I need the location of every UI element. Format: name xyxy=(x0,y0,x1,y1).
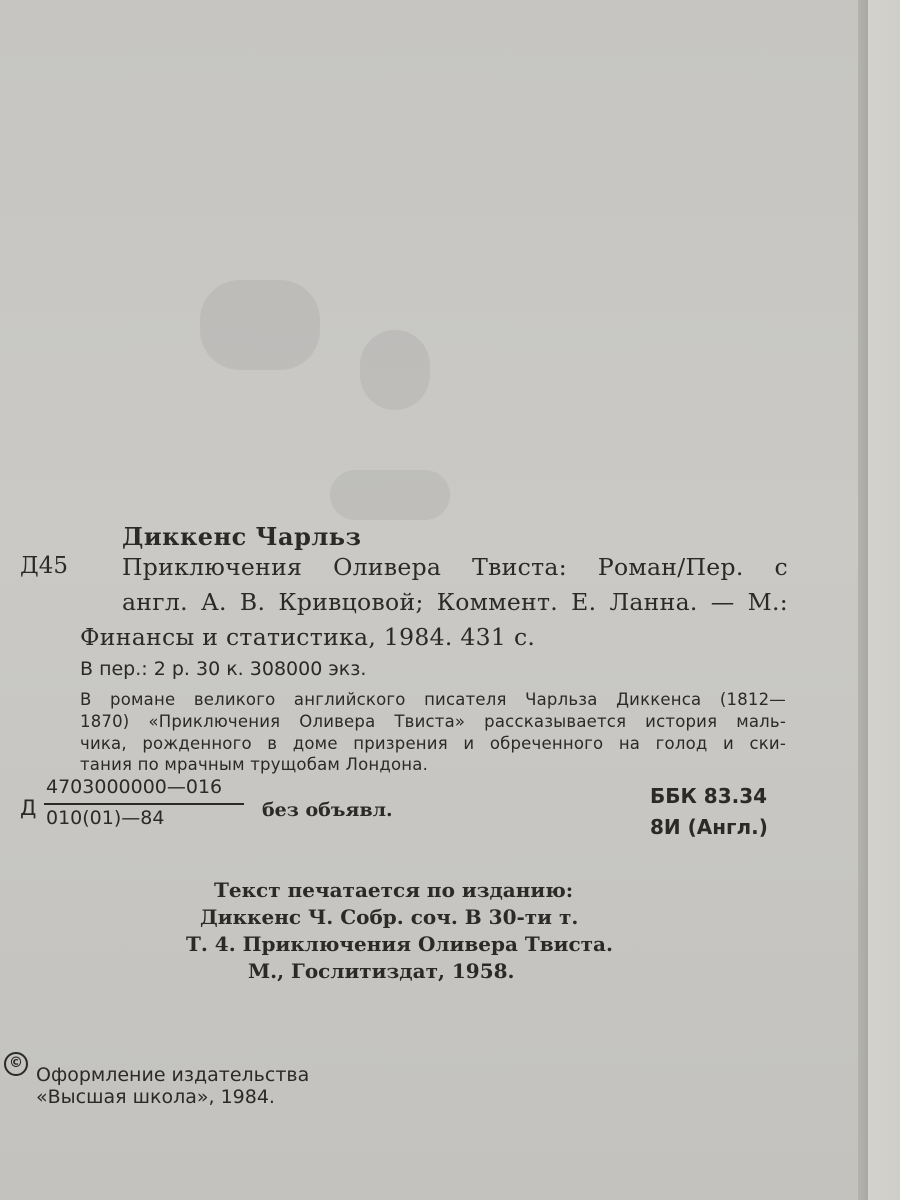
source-line: Т. 4. Приключения Оливера Твиста. xyxy=(186,932,613,956)
source-line: Диккенс Ч. Собр. соч. В 30-ти т. xyxy=(200,905,579,929)
source-line: М., Гослитиздат, 1958. xyxy=(248,959,515,983)
copyright-line: «Высшая школа», 1984. xyxy=(36,1086,275,1108)
translator-line: англ. А. В. Кривцовой; Коммент. Е. Ланна. — М.: xyxy=(122,588,788,616)
copyright-icon: © xyxy=(4,1052,28,1076)
author-name: Диккенс Чарльз xyxy=(122,522,362,551)
annotation-line: 1870) «Приключения Оливера Твиста» рассказывается история маль- xyxy=(80,712,786,731)
show-through-shape xyxy=(360,330,430,410)
index-denominator: 010(01)—84 xyxy=(46,807,165,829)
show-through-shape xyxy=(200,280,320,370)
bbk-code: ББК 83.34 xyxy=(650,784,768,808)
index-letter: Д xyxy=(20,796,37,820)
title-line: Приключения Оливера Твиста: Роман/Пер. с xyxy=(122,553,788,581)
no-announcement-note: без объявл. xyxy=(262,799,393,821)
next-page-edge xyxy=(868,0,900,1200)
price-circulation: В пер.: 2 р. 30 к. 308000 экз. xyxy=(80,658,367,680)
annotation-line: чика, рожденного в доме призрения и обреченного на голод и ски- xyxy=(80,734,786,753)
annotation-line: В романе великого английского писателя Чарльза Диккенса (1812— xyxy=(80,690,786,709)
show-through-shape xyxy=(330,470,450,520)
catalog-code: Д45 xyxy=(20,553,68,579)
annotation-line: тания по мрачным трущобам Лондона. xyxy=(80,755,429,774)
source-heading: Текст печатается по изданию: xyxy=(214,878,574,902)
index-numerator: 4703000000—016 xyxy=(46,776,223,798)
fraction-bar xyxy=(44,803,244,805)
publisher-line: Финансы и статистика, 1984. 431 с. xyxy=(80,623,536,651)
copyright-line: Оформление издательства xyxy=(36,1064,310,1086)
bbk-class: 8И (Англ.) xyxy=(650,815,768,839)
